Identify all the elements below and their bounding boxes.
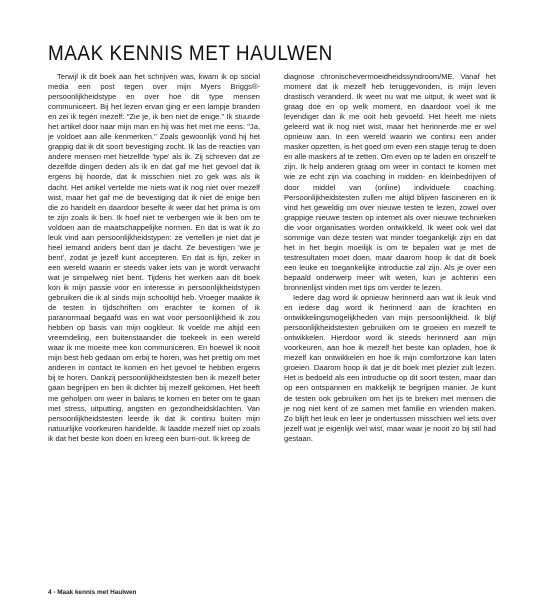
body-paragraph-continued: diagnose chronischevermoeidheidssyndroom/ME. Vanaf het moment dat ik mezelf heb teruggevonden, is mijn leven drastisch veranderd. Ik weet nu wat me uitput, ik weet wat ik graag doe en op welk moment, en daardoor voel ik me levendiger dan ik me ooit heb gevoeld. Het heeft me niets geleerd wat ik nog niet wist, maar het herinnerde me er wel opnieuw aan. In een wereld waarin we continu een ander masker opzetten, is het goed om even een stapje terug te doen en alle maskers af te zetten. Om even op te laden en onszelf te zijn. Ik help anderen graag om weer in contact te komen met wie ze echt zijn via coaching in midden- en kleinbedrijven of door middel van (online) individuele coaching. Persoonlijkheidstesten zullen me altijd blijven fascineren en ik vind het geweldig om over nieuwe testen te lezen, zowel over grappige nieuwe testen op internet als over nieuwe technieken die voor organisaties worden ontwikkeld. Ik weet ook wel dat sommige van deze testen wat minder toegankelijk zijn en dat het in het begin moeilijk is om te bepalen wat je met de testresultaten moet doen, maar daarom hoop ik dat dit boek een leuke en toegankelijke introductie zal zijn. Als je over een bepaald onderwerp meer wilt weten, kun je achterin een bronnenlijst vinden met tips om verder te lezen.	[284, 72, 496, 292]
right-column	[284, 72, 496, 444]
body-paragraph: Iedere dag word ik opnieuw herinnerd aan wat ik leuk vind en iedere dag word ik herinnerd aan de krachten en ontwikkelingsmogelijkheden van mijn persoonlijkheid. Ik blijf persoonlijkheidstesten gebruiken om te groeien en mezelf te ontwikkelen. Hierdoor word ik steeds herinnerd aan mijn voorkeuren, aan hoe ik mezelf het beste kan opladen, hoe ik mezelf kan ontwikkelen en hoe ik mijn comfortzone kan laten groeien. Daarom hoop ik dat je dit boek met plezier zult lezen. Het is bedoeld als een introductie op dit soort testen, maar dan op een ontspannen en makkelijk te begrijpen manier. Je kunt de testen ook gebruiken om het ijs te breken met mensen die je nog niet kent of ze samen met familie en vrienden maken. Zo blijft het leuk en leer je ondertussen misschien wel iets over jezelf wat je eigenlijk wel wist, maar waar je nooit zo bij stil had gestaan.	[284, 293, 496, 443]
page-title: MAAK KENNIS MET HAULWEN	[48, 42, 333, 65]
left-column	[48, 72, 260, 444]
body-paragraph: Terwijl ik dit boek aan het schrijven was, kwam ik op social media een post tegen over mijn Myers Briggs®-persoonlijkheidstype en over hoe dit type mensen communiceert. Bij het lezen ervan ging er een lampje branden en zei ik tegen mezelf: "Zie je, ik ben niet de enige." Ik stuurde het artikel door naar mijn man en hij was het met me eens: "Ja, je voldoet aan alle kenmerken." Zoals gewoonlijk vond hij het grappig dat ik dit soort bevestiging zocht. Ik las de reacties van andere mensen met hetzelfde 'type' als ik. Zij schreven dat ze dezelfde dingen deden als ik en dat gaf me het gevoel dat ik ergens bij hoorde, dat ik misschien niet zo gek was als ik dacht. Het artikel vertelde me niets wat ik nog niet over mezelf wist, maar het gaf me de bevestiging dat ik niet de enige ben die zo handelt en daardoor besefte ik weer dat het prima is om te zijn zoals ik ben. Ik hoef niet te verbergen wie ik ben om te voldoen aan de maatschappelijke normen. En dat is wat ik zo leuk vind aan persoonlijkheidstypen: ze vertellen je niet dat je heel iemand anders bent dan je dacht. Ze bevestigen 'wie je bent', zodat je jezelf kunt accepteren. En dat is fijn, zeker in een wereld waarin er steeds vaker iets van je wordt verwacht wat je simpelweg niet bent. Tijdens het werken aan dit boek kon ik mijn passie voor en interesse in persoonlijkheidstypen gebruiken die ik al sinds mijn schooltijd heb. Vroeger maakte ik de testen in tijdschriften om erachter te komen of ik paranormaal begaafd was en wat voor persoonlijkheid ik zou hebben op basis van mijn oogkleur. Ik voelde me altijd een vreemdeling, een buitenstaander die toekeek in een wereld waar ik me moeite mee kon communiceren. En hoewel ik nooit mijn best heb gedaan om erbij te horen, was het prettig om met anderen in contact te komen en het gevoel te hebben ergens bij te horen. Dankzij persoonlijkheidstesten ben ik mezelf beter gaan begrijpen en ben ik dichter bij mezelf gekomen. Het heeft me geholpen om weer in balans te komen en beter om te gaan met stress, uitputting, angsten en gezondheidsklachten. Van persoonlijkheidstesten leerde ik dat ik continu buiten mijn natuurlijke voorkeuren handelde. Ik laadde mezelf niet op zoals ik dat het beste kon doen en kreeg een burn-out. Ik kreeg de	[48, 72, 260, 443]
page-footer: 4 - Maak kennis met Haulwen	[48, 589, 137, 596]
